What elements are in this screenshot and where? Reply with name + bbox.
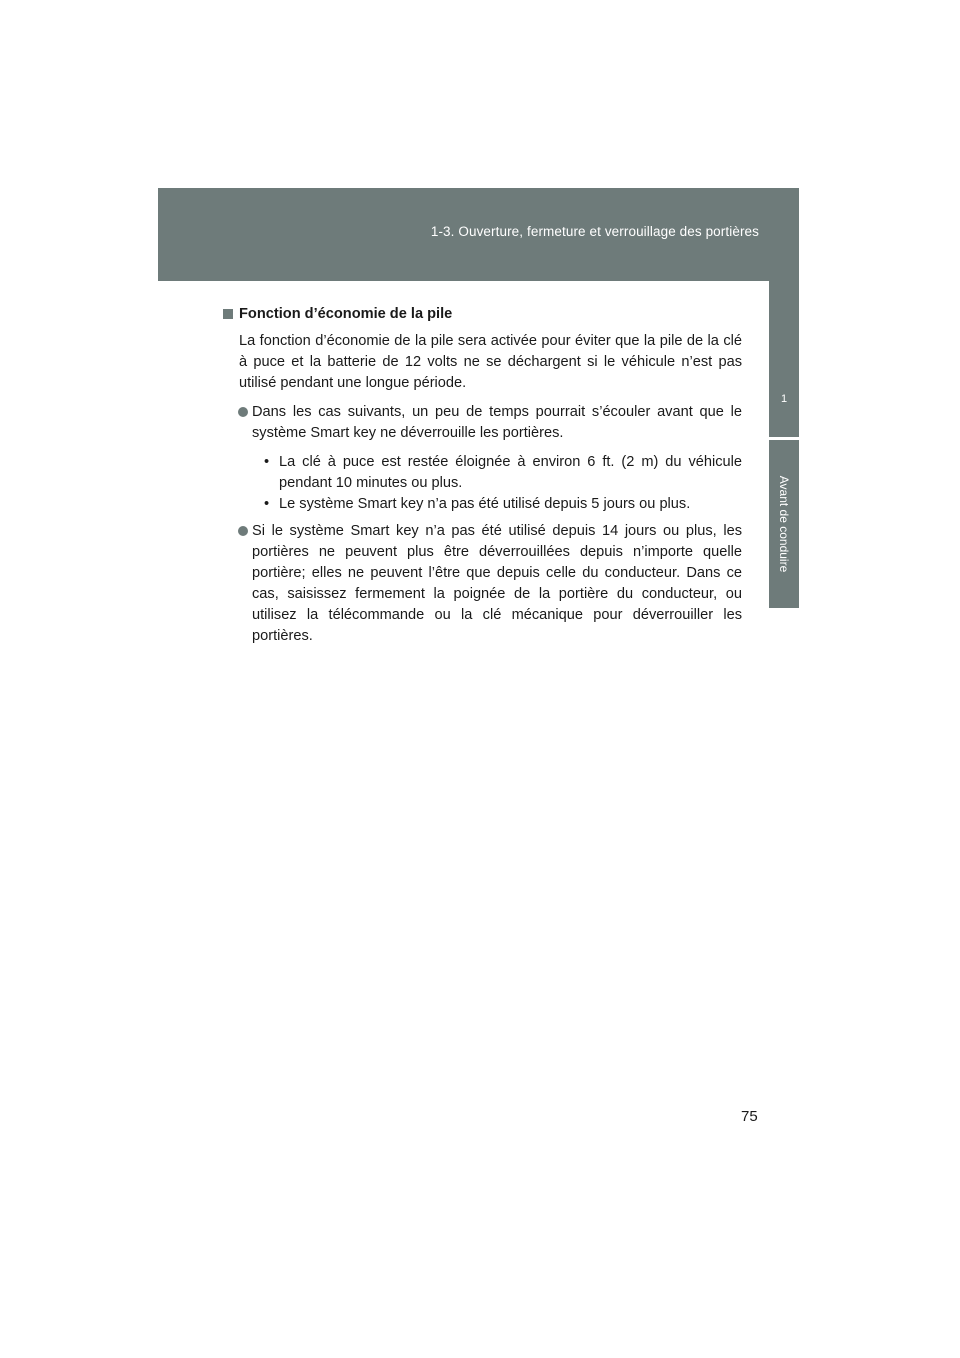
dot-bullet-icon: •	[264, 496, 270, 512]
list-item-text: Dans les cas suivants, un peu de temps pourrait s’écouler avant que le système Smart key ne déverrouille les portières.	[252, 404, 742, 441]
round-bullet-icon	[238, 407, 248, 417]
section-heading	[222, 304, 742, 325]
list-item	[239, 402, 742, 515]
section-heading-text: Fonction d’économie de la pile	[239, 306, 453, 322]
sub-list	[252, 452, 742, 515]
section-intro: La fonction d’économie de la pile sera activée pour éviter que la pile de la clé à puce et la batterie de 12 volts ne se déchargent si le véhicule n’est pas utilisé pendant une longue période.	[239, 333, 742, 391]
page-content	[222, 304, 742, 653]
sub-list-item	[252, 494, 742, 515]
chapter-section-title: 1-3. Ouverture, fermeture et verrouillage des portières	[430, 224, 759, 239]
square-bullet-icon	[223, 309, 233, 319]
chapter-tab-number	[769, 281, 799, 437]
chapter-label: Avant de conduire	[777, 475, 791, 573]
list-item-text: Si le système Smart key n’a pas été utilisé depuis 14 jours ou plus, les portières ne peuvent plus être déverrouillées depuis n’importe quelle portière; elles ne peuvent l’être que depuis celle du conducteur. Dans ce cas, saisissez fermement la poignée de la portière du conducteur, ou utilisez la télécommande ou la clé mécanique pour déverrouiller les portières.	[252, 523, 742, 644]
sub-list-item	[252, 452, 742, 494]
page-number: 75	[741, 1108, 758, 1125]
round-bullet-icon	[238, 526, 248, 536]
sub-list-item-text: La clé à puce est restée éloignée à environ 6 ft. (2 m) du véhicule pendant 10 minutes ou plus.	[279, 454, 742, 491]
dot-bullet-icon: •	[264, 454, 270, 470]
chapter-tab-label	[769, 440, 799, 608]
sub-list-item-text: Le système Smart key n’a pas été utilisé depuis 5 jours ou plus.	[279, 496, 691, 512]
chapter-header-band	[158, 188, 799, 281]
list-item	[239, 521, 742, 647]
chapter-number: 1	[780, 393, 788, 405]
